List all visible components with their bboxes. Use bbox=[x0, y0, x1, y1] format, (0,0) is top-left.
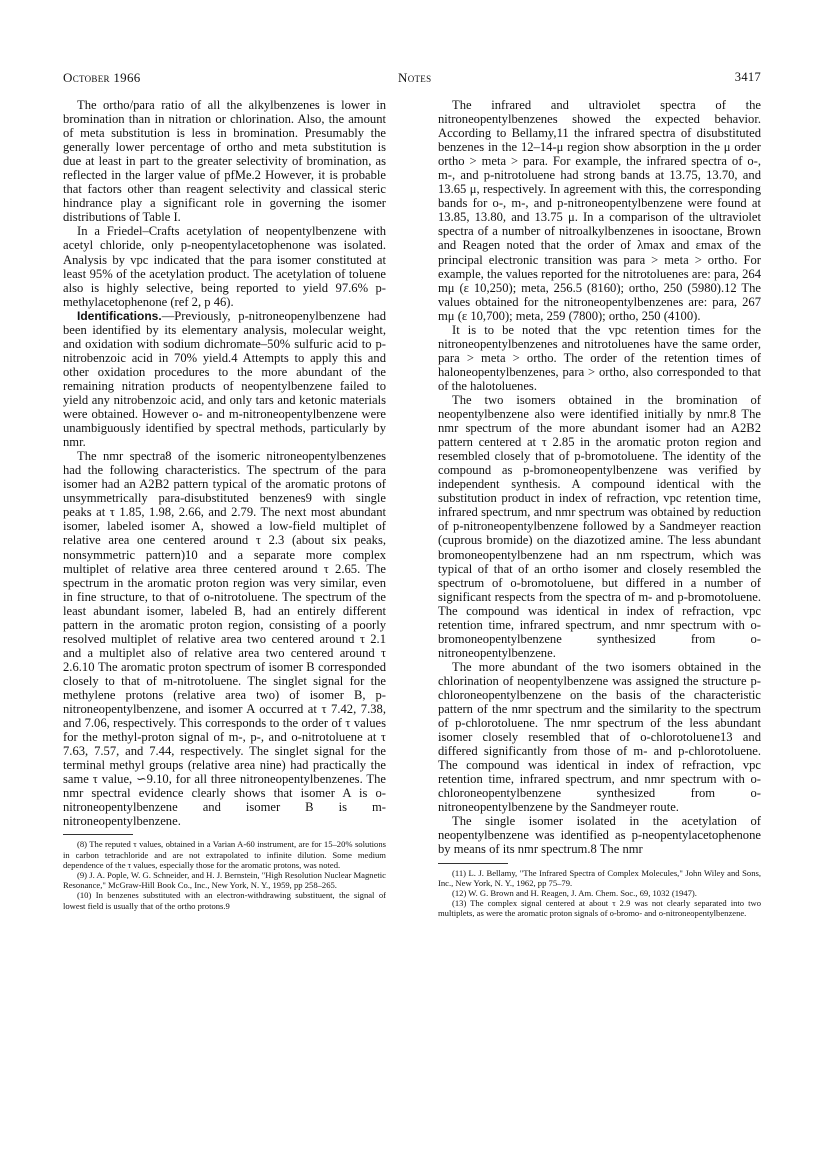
header-section: Notes bbox=[398, 70, 432, 85]
footnote: (11) L. J. Bellamy, "The Infrared Spectra of Complex Molecules," John Wiley and Sons, Inc., New York, N. Y., 1962, pp 75–79. bbox=[438, 867, 761, 888]
paragraph: In a Friedel–Crafts acetylation of neopentylbenzene with acetyl chloride, only p-neopentylacetophenone was isolated. Analysis by vpc indicated that the para isomer constituted at least 95% of the acetylation product. The acetylation of toluene also is highly selective, being reported to yield 97.6% p-methylacetophenone (ref 2, p 46). bbox=[63, 224, 386, 309]
footnote: (12) W. G. Brown and H. Reagen, J. Am. Chem. Soc., 69, 1032 (1947). bbox=[452, 887, 697, 898]
footnote-divider bbox=[63, 834, 133, 835]
paragraph: It is to be noted that the vpc retention times for the nitroneopentylbenzenes and nitrotoluenes have the same order, para > meta > ortho. The order of the retention times of haloneopentylbenzenes, para > ortho, also corresponded to that of the halotoluenes. bbox=[438, 322, 761, 393]
paragraph: The ortho/para ratio of all the alkylbenzenes is lower in bromination than in nitration or chlorination. Also, the amount of meta substitution is less in bromination. Presumably the generally lower percentage of ortho and meta substitution is due at least in part to the greater selectivity of bromination, as reflected in the larger value of pfMe.2 However, it is probable that factors other than reagent selectivity and classical steric hindrance play a significant role in governing the isomer distributions of Table I. bbox=[63, 98, 386, 225]
paragraph: The infrared and ultraviolet spectra of the nitroneopentylbenzenes showed the expected behavior. According to Bellamy,11 the infrared spectra of disubstituted benzenes in the 12–14-μ region show absorption in the μ order ortho > meta > para. For example, the infrared spectra of o-, m-, and p-nitrotoluene had strong bands at 13.75, 13.70, and 13.65 μ, respectively. In agreement with this, the corresponding bands for o-, m-, and p-nitroneopentylbenzene were found at 13.85, 13.80, and 13.75 μ. In a comparison of the ultraviolet spectra of a number of nitroalkylbenzenes in isooctane, Brown and Reagen noted that the order of λmax and εmax of the principal electronic transition was para > meta > ortho. For example, the values reported for the nitrotoluenes are: para, 264 mμ (ε 10,250); meta, 256.5 (8160); ortho, 250 (5980).12 The values obtained for the nitroneopentylbenzenes are: para, 267 mμ (ε 10,700); meta, 259 (7800); ortho, 250 (4100). bbox=[438, 98, 761, 323]
footnote: (10) In benzenes substituted with an electron-withdrawing substituent, the signal of lowest field is usually that of the ortho protons.9 bbox=[63, 890, 386, 911]
paragraph: The two isomers obtained in the bromination of neopentylbenzene also were identified initially by nmr.8 The nmr spectrum of the more abundant isomer had an A2B2 pattern centered at τ 2.85 in the aromatic proton region and resembled closely that of p-bromotoluene. The identity of the compound as p-bromoneopentylbenzene was verified by independent synthesis. A compound identical with the substitution product in index of refraction, vpc retention time, infrared spectrum, and nmr spectrum was obtained by reduction of p-nitroneopentylbenzene followed by a Sandmeyer reaction (cuprous bromide) on the diazotized amine. The less abundant bromoneopentylbenzene had an nm rspectrum, which was typical of that of an ortho isomer and closely resembled the spectrum of o-bromotoluene, but differed in a number of significant respects from the spectra of m- and p-bromotoluene. The compound was identical in index of refraction, vpc retention time, infrared spectrum, and nmr spectrum with o-bromoneopentylbenzene synthesized from o-nitroneopentylbenzene. bbox=[438, 392, 761, 660]
right-column bbox=[438, 98, 761, 1078]
identifications-paragraph bbox=[63, 309, 386, 449]
footnote: (8) The reputed τ values, obtained in a Varian A-60 instrument, are for 15–20% solutions in carbon tetrachloride and are not extrapolated to infinite dilution. Some medium dependence of the τ values, especially those for the aromatic protons, was noted. bbox=[63, 839, 386, 870]
paragraph: The nmr spectra8 of the isomeric nitroneopentylbenzenes had the following characteristics. The spectrum of the para isomer had an A2B2 pattern typical of the aromatic protons of unsymmetrically para-disubstituted benzenes9 with single peaks at τ 1.85, 1.98, 2.66, and 2.79. The next most abundant isomer, labeled isomer A, showed a low-field multiplet of relative area one centered around τ 2.3 (about six peaks, nonsymmetric pattern)10 and a separate more complex multiplet of relative area three centered around τ 2.65. The spectrum in the aromatic proton region was very similar, even in fine structure, to that of o-nitrotoluene. The spectrum of the least abundant isomer, labeled B, had an entirely different pattern in the aromatic proton region, consisting of a poorly resolved multiplet of relative area two centered around τ 2.1 and a multiplet also of relative area two centered around τ 2.6.10 The aromatic proton spectrum of isomer B corresponded closely to that of m-nitrotoluene. The singlet signal for the methylene protons (relative area two) of isomer B, p-nitroneopentylbenzene, and isomer A occurred at τ 7.42, 7.38, and 7.06, respectively. This corresponds to the order of τ values for the methyl-proton signal of m-, p-, and o-nitrotoluene at τ 7.63, 7.57, and 7.44, respectively. The singlet signal for the terminal methyl groups (relative area nine) had practically the same τ value, ∽9.10, for all three nitroneopentylbenzenes. The nmr spectral evidence clearly shows that isomer A is o-nitroneopentylbenzene and isomer B is m-nitroneopentylbenzene. bbox=[63, 449, 386, 829]
paragraph: The more abundant of the two isomers obtained in the chlorination of neopentylbenzene was assigned the structure p-chloroneopentylbenzene on the basis of the characteristic pattern of the nmr spectrum and the similarity to the spectrum of p-chlorotoluene. The nmr spectrum of the less abundant isomer closely resembled that of o-chlorotoluene13 and differed significantly from those of m- and p-chlorotoluene. The compound was identical in index of refraction, vpc retention time, infrared spectrum, and nmr spectrum with o-chloroneopentylbenzene synthesized from o-nitroneopentylbenzene by the Sandmeyer route. bbox=[438, 659, 761, 815]
header-date: October 1966 bbox=[63, 70, 141, 85]
paragraph: The single isomer isolated in the acetylation of neopentylbenzene was identified as p-neopentylacetophenone by means of its nmr spectrum.8 The nmr bbox=[438, 814, 761, 857]
footnote: (9) J. A. Pople, W. G. Schneider, and H. J. Bernstein, "High Resolution Nuclear Magnetic Resonance," McGraw-Hill Book Co., Inc., New York, N. Y., 1959, pp 258–265. bbox=[63, 870, 386, 891]
running-header bbox=[63, 70, 761, 88]
page-number: 3417 bbox=[734, 70, 761, 84]
section-heading-identifications: Identifications. bbox=[77, 308, 162, 323]
identifications-text: —Previously, p-nitroneopenylbenzene had been identified by its elementary analysis, molecular weight, and oxidation with sodium dichromate–50% sulfuric acid to p-nitrobenzoic acid in 70% yield.4 Attempts to apply this and other oxidation procedures to the more abundant of the remaining nitration products of neopentylbenzene failed to yield any nitrobenzoic acid, and only tars and ketonic materials were obtained. However o- and m-nitroneopentylbenzene were unambiguously identified by spectral methods, particularly by nmr. bbox=[63, 308, 386, 450]
footnote-divider bbox=[438, 863, 508, 864]
footnote: (13) The complex signal centered at about τ 2.9 was not clearly separated into two multiplets, as were the aromatic proton signals of o-bromo- and o-nitroneopentylbenzene. bbox=[438, 898, 761, 919]
left-column bbox=[63, 98, 386, 1078]
